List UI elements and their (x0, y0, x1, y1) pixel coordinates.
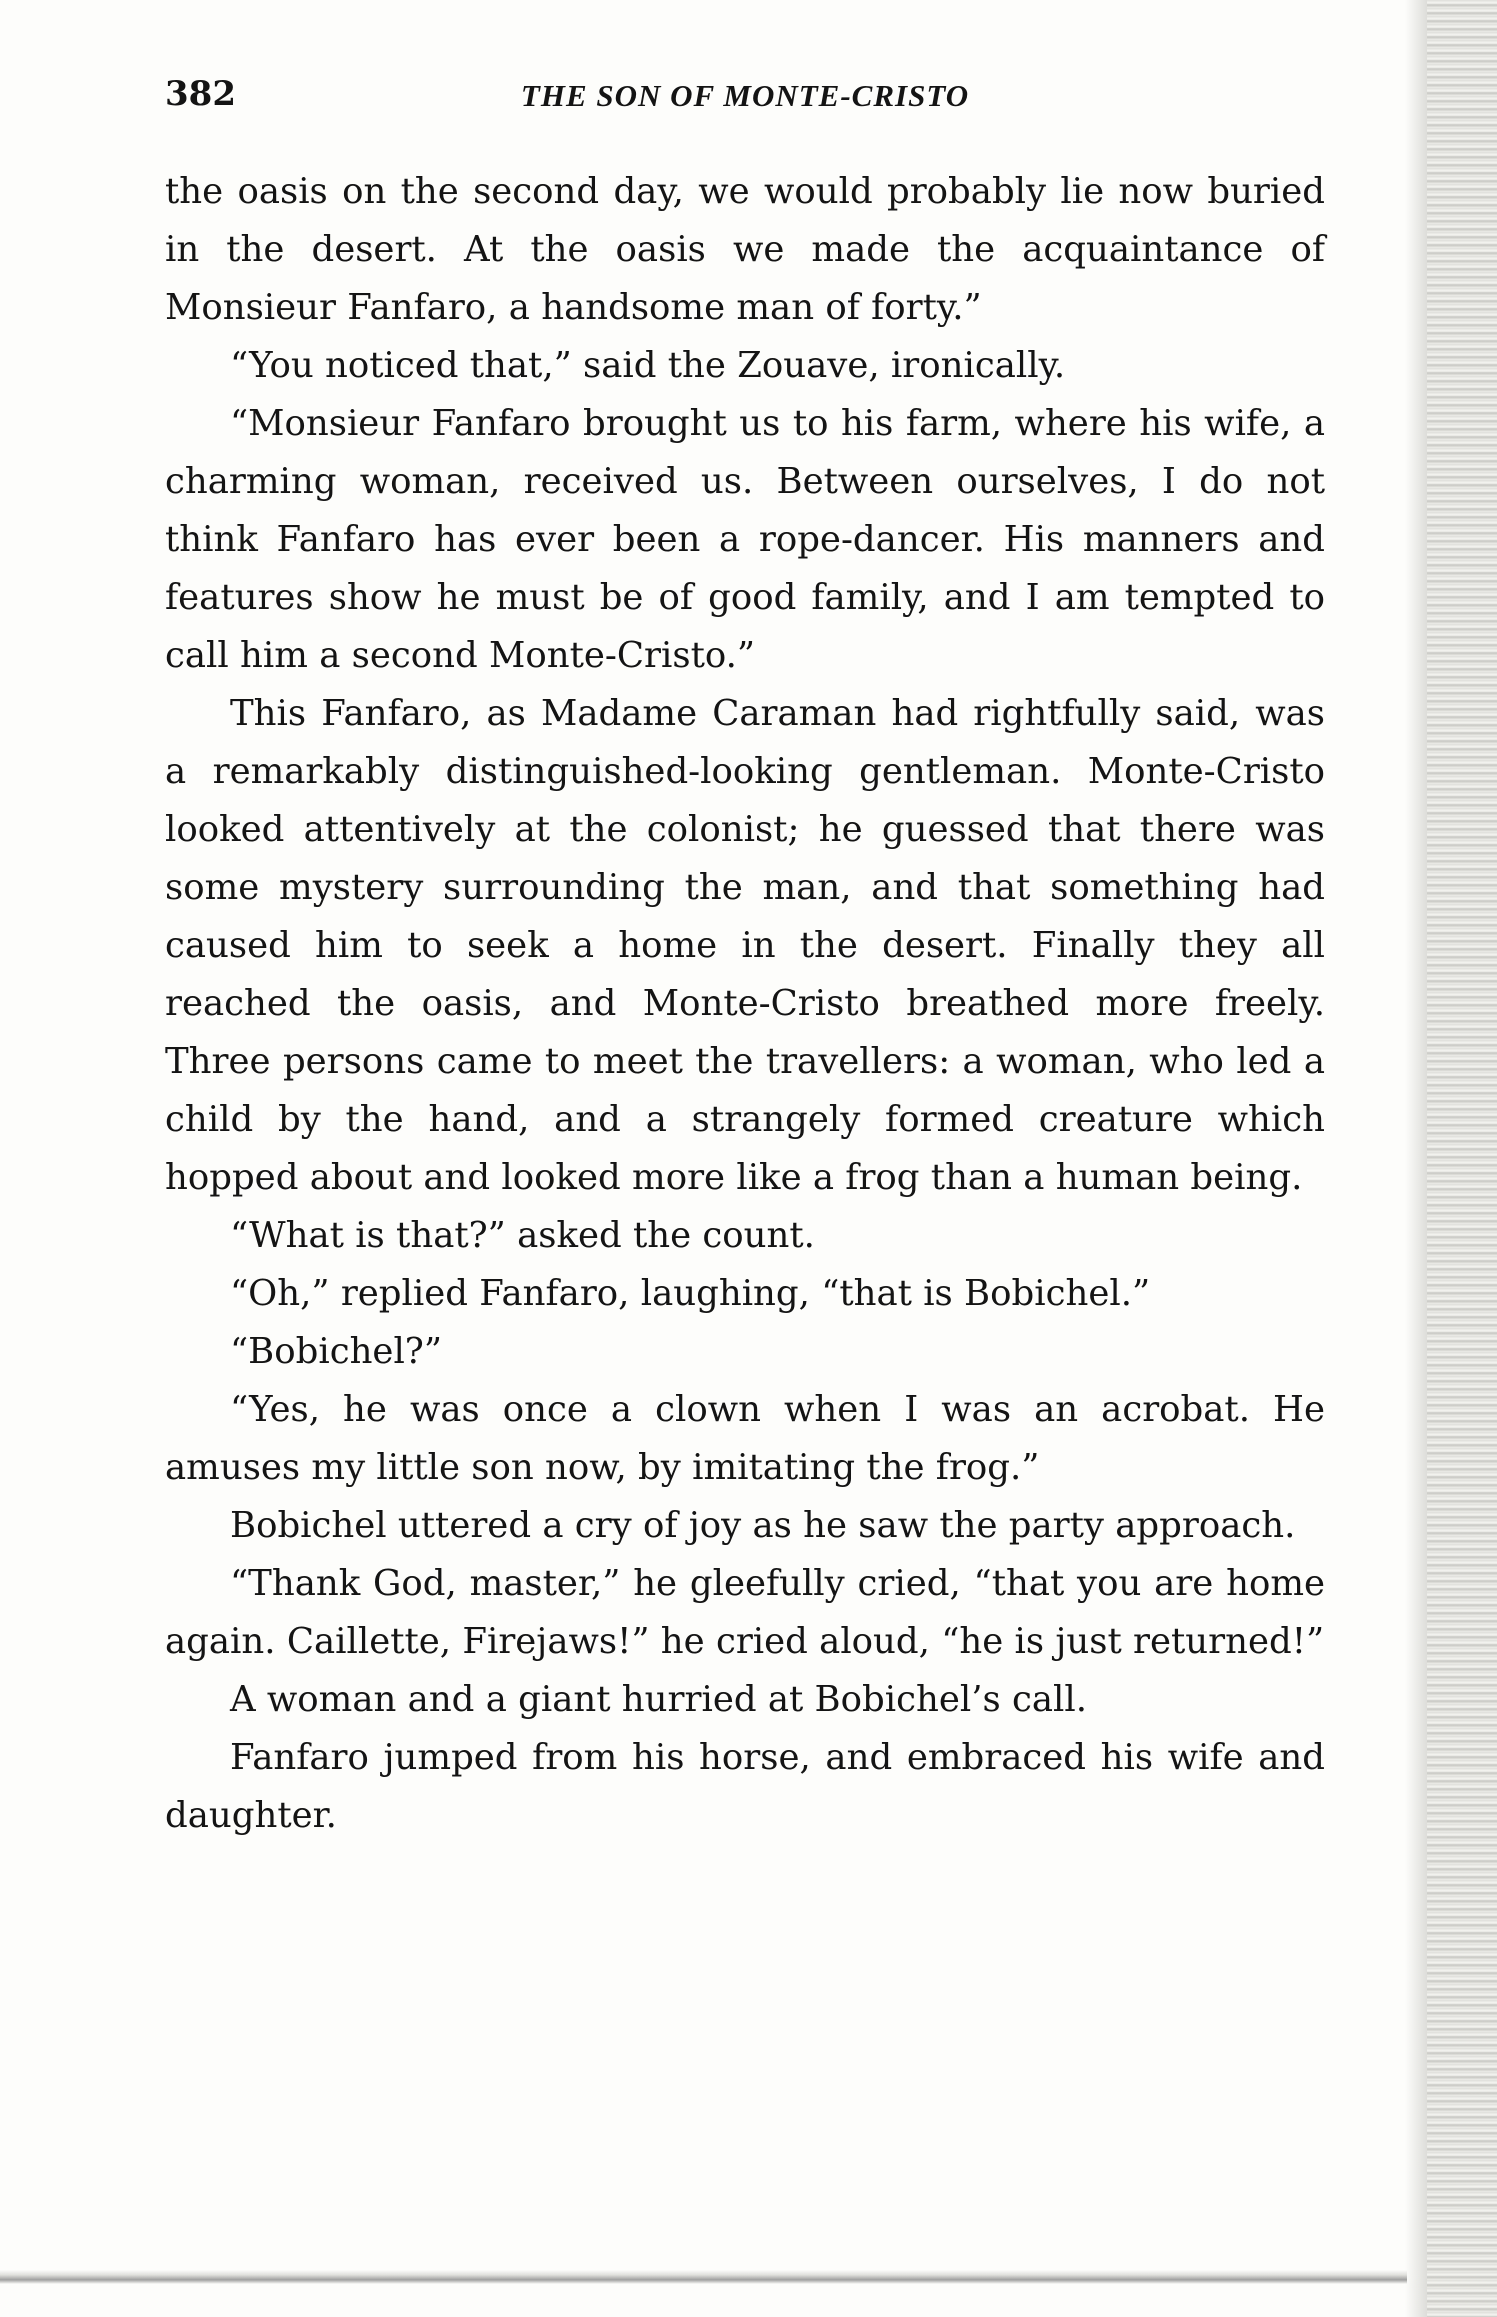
page-binding-edge (1427, 0, 1497, 2317)
running-head: THE SON OF MONTE-CRISTO (520, 78, 970, 113)
paragraph: the oasis on the second day, we would probably lie now buried in the desert. At the oasis we made the acquaintance of Monsieur Fanfaro, a handsome man of forty.” (165, 171, 1325, 328)
page-number: 382 (165, 74, 236, 114)
paragraph: A woman and a giant hurried at Bobichel’s call. (230, 1679, 1088, 1720)
page-gutter-shadow (1405, 0, 1427, 2317)
paragraph: “Monsieur Fanfaro brought us to his farm, where his wife, a charming woman, received us. Between ourselves, I do not think Fanfaro has ever been a rope-dancer. His manners and features show he must be of good family, and I am tempted to call him a second Monte-Cristo.” (165, 403, 1325, 676)
paragraph: “Bobichel?” (230, 1331, 442, 1372)
paragraph: “Yes, he was once a clown when I was an acrobat. He amuses my little son now, by imitating the frog.” (165, 1389, 1325, 1488)
paragraph: This Fanfaro, as Madame Caraman had rightfully said, was a remarkably distinguished-looking gentleman. Monte-Cristo looked attentively at the colonist; he guessed that there was some mystery surrounding the man, and that something had caused him to seek a home in the desert. Finally they all reached the oasis, and Monte-Cristo breathed more freely. Three persons came to meet the travellers: a woman, who led a child by the hand, and a strangely formed creature which hopped about and looked more like a frog than a human being. (165, 693, 1325, 1198)
paragraph: Bobichel uttered a cry of joy as he saw the party approach. (230, 1505, 1296, 1546)
paragraph: “You noticed that,” said the Zouave, ironically. (230, 345, 1066, 386)
paragraph: “Oh,” replied Fanfaro, laughing, “that is Bobichel.” (230, 1273, 1151, 1314)
body-text (165, 163, 1325, 1845)
paragraph: “Thank God, master,” he gleefully cried, “that you are home again. Caillette, Firejaws!” he cried aloud, “he is just returned!” (165, 1563, 1325, 1662)
paragraph: Fanfaro jumped from his horse, and embraced his wife and daughter. (165, 1737, 1325, 1836)
page-header (165, 70, 1325, 130)
paragraph: “What is that?” asked the count. (230, 1215, 815, 1256)
page-bottom-edge (0, 2270, 1407, 2284)
